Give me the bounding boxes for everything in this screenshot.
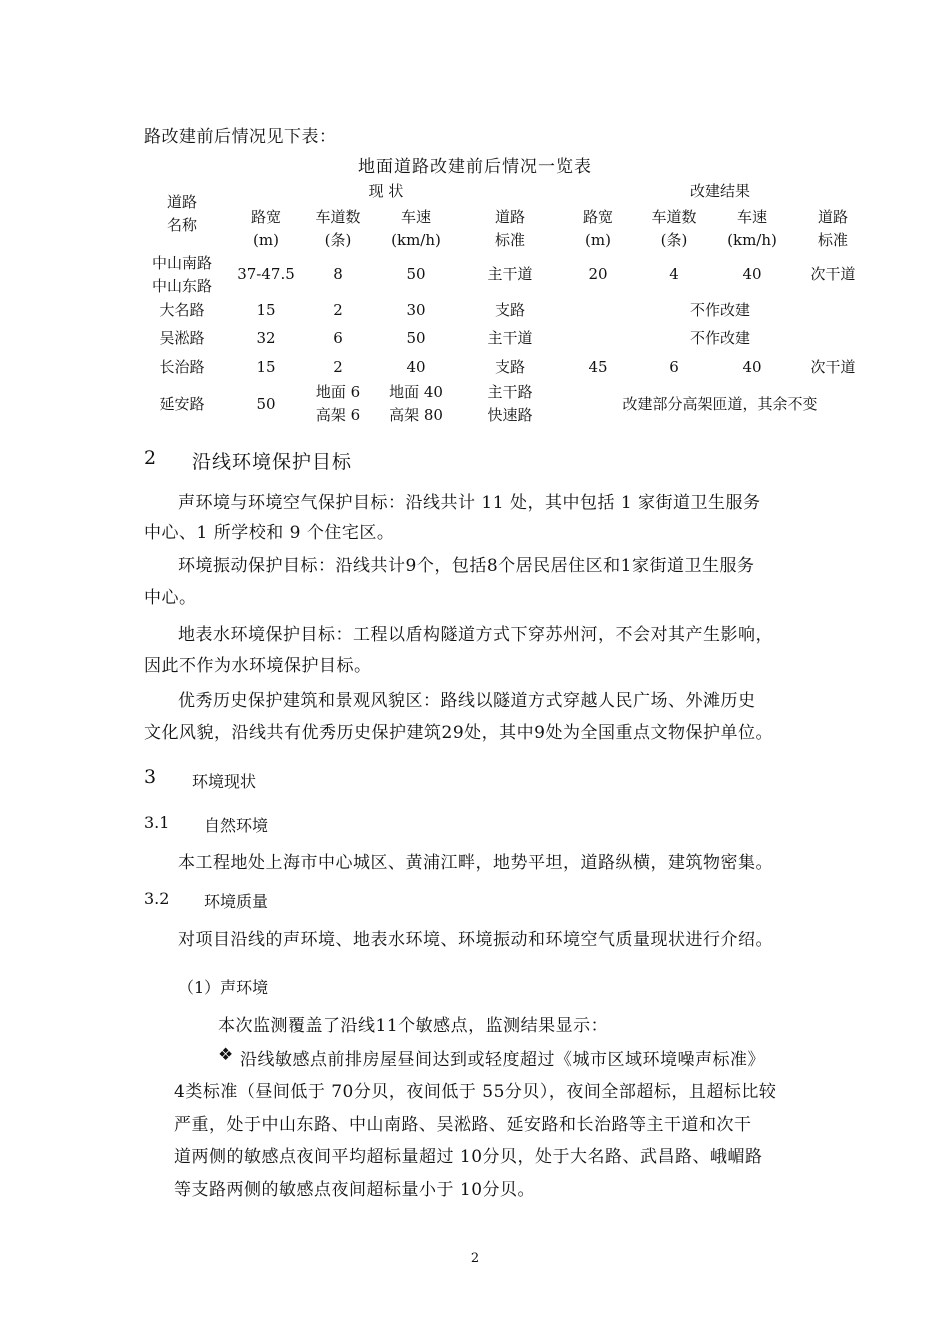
cell-lanes: 8	[333, 265, 343, 283]
section-3-2-title: 环境质量	[204, 892, 269, 911]
cell-lanes: 2	[333, 358, 343, 376]
bullet-line4: 道两侧的敏感点夜间平均超标量超过 10分贝，处于大名路、武昌路、峨嵋路	[174, 1147, 763, 1167]
group-current-header: 现 状	[368, 182, 404, 200]
cell-name: 长治路	[159, 358, 205, 376]
section-3-2-number: 3.2	[144, 889, 170, 908]
cell-name: 延安路	[159, 395, 205, 413]
cell-width: 15	[256, 358, 276, 376]
header-road-name: 道路 名称	[166, 193, 197, 234]
bullet-line3: 严重，处于中山东路、中山南路、吴淞路、延安路和长治路等主干道和次干	[174, 1115, 752, 1135]
bullet-icon: ❖	[218, 1045, 234, 1065]
cell-width-new: 20	[588, 265, 608, 283]
section-2-number: 2	[144, 447, 157, 469]
header-lanes-new: 车道数 (条)	[651, 208, 697, 249]
paragraph-vibration-line2: 中心。	[144, 588, 197, 608]
header-speed-new: 车速 (km/h)	[727, 208, 777, 249]
paragraph-sound-air-line2: 中心、1 所学校和 9 个住宅区。	[144, 523, 395, 543]
cell-standard: 支路	[494, 301, 525, 319]
paragraph-heritage-line2: 文化风貌，沿线共有优秀历史保护建筑29处，其中9处为全国重点文物保护单位。	[144, 723, 773, 743]
header-standard-new: 道路 标准	[817, 208, 848, 249]
cell-lanes-new: 4	[669, 265, 679, 283]
natural-environment-text: 本工程地处上海市中心城区、黄浦江畔，地势平坦，道路纵横，建筑物密集。	[178, 853, 773, 873]
cell-width-new: 45	[588, 358, 608, 376]
cell-speed: 地面 40 高架 80	[389, 383, 443, 424]
header-width: 路宽 (m)	[250, 208, 281, 249]
header-speed: 车速 (km/h)	[391, 208, 441, 249]
section-3-title: 环境现状	[192, 772, 257, 791]
bullet-line2: 4类标准（昼间低于 70分贝，夜间低于 55分贝），夜间全部超标，且超标比较	[174, 1082, 777, 1102]
header-lanes: 车道数 (条)	[315, 208, 361, 249]
table-title: 地面道路改建前后情况一览表	[358, 157, 592, 177]
cell-standard: 支路	[494, 358, 525, 376]
cell-name: 吴淞路	[159, 329, 205, 347]
section-3-1-title: 自然环境	[204, 816, 269, 835]
cell-result: 不作改建	[689, 301, 750, 319]
cell-standard: 主干道	[487, 329, 533, 347]
paragraph-vibration-line1: 环境振动保护目标：沿线共计9个，包括8个居民居住区和1家街道卫生服务	[178, 556, 755, 576]
intro-text: 路改建前后情况见下表：	[144, 127, 337, 147]
monitoring-intro: 本次监测覆盖了沿线11个敏感点，监测结果显示：	[218, 1016, 609, 1036]
cell-standard: 主干路 快速路	[487, 383, 533, 424]
section-3-1-number: 3.1	[144, 813, 170, 832]
cell-speed: 30	[406, 301, 426, 319]
cell-result: 不作改建	[689, 329, 750, 347]
cell-width: 50	[256, 395, 276, 413]
header-width-new: 路宽 (m)	[582, 208, 613, 249]
cell-speed: 50	[406, 265, 426, 283]
cell-width: 32	[256, 329, 276, 347]
cell-speed-new: 40	[742, 358, 762, 376]
cell-lanes: 2	[333, 301, 343, 319]
cell-name: 大名路	[159, 301, 205, 319]
cell-lanes: 6	[333, 329, 343, 347]
cell-speed: 50	[406, 329, 426, 347]
header-standard: 道路 标准	[494, 208, 525, 249]
cell-width: 15	[256, 301, 276, 319]
cell-speed: 40	[406, 358, 426, 376]
section-2-title: 沿线环境保护目标	[192, 451, 353, 473]
paragraph-heritage-line1: 优秀历史保护建筑和景观风貌区：路线以隧道方式穿越人民广场、外滩历史	[178, 691, 756, 711]
cell-width: 37-47.5	[237, 265, 295, 283]
paragraph-sound-air-line1: 声环境与环境空气保护目标：沿线共计 11 处，其中包括 1 家街道卫生服务	[178, 493, 761, 513]
sound-environment-heading: （1）声环境	[178, 978, 269, 997]
cell-lanes-new: 6	[669, 358, 679, 376]
environment-quality-text: 对项目沿线的声环境、地表水环境、环境振动和环境空气质量现状进行介绍。	[178, 930, 773, 950]
bullet-line5: 等支路两侧的敏感点夜间超标量小于 10分贝。	[174, 1180, 536, 1200]
road-table	[0, 0, 950, 430]
cell-standard-new: 次干道	[810, 265, 856, 283]
bullet-line1: 沿线敏感点前排房屋昼间达到或轻度超过《城市区域环境噪声标准》	[240, 1050, 765, 1070]
group-result-header: 改建结果	[689, 182, 750, 200]
paragraph-water-line1: 地表水环境保护目标：工程以盾构隧道方式下穿苏州河，不会对其产生影响，	[178, 625, 773, 645]
paragraph-water-line2: 因此不作为水环境保护目标。	[144, 656, 372, 676]
cell-result: 改建部分高架匝道，其余不变	[622, 395, 818, 413]
cell-lanes: 地面 6 高架 6	[315, 383, 361, 424]
cell-standard: 主干道	[487, 265, 533, 283]
cell-speed-new: 40	[742, 265, 762, 283]
page-number: 2	[470, 1251, 480, 1266]
cell-name: 中山南路 中山东路	[151, 254, 212, 295]
section-3-number: 3	[144, 766, 157, 788]
cell-standard-new: 次干道	[810, 358, 856, 376]
